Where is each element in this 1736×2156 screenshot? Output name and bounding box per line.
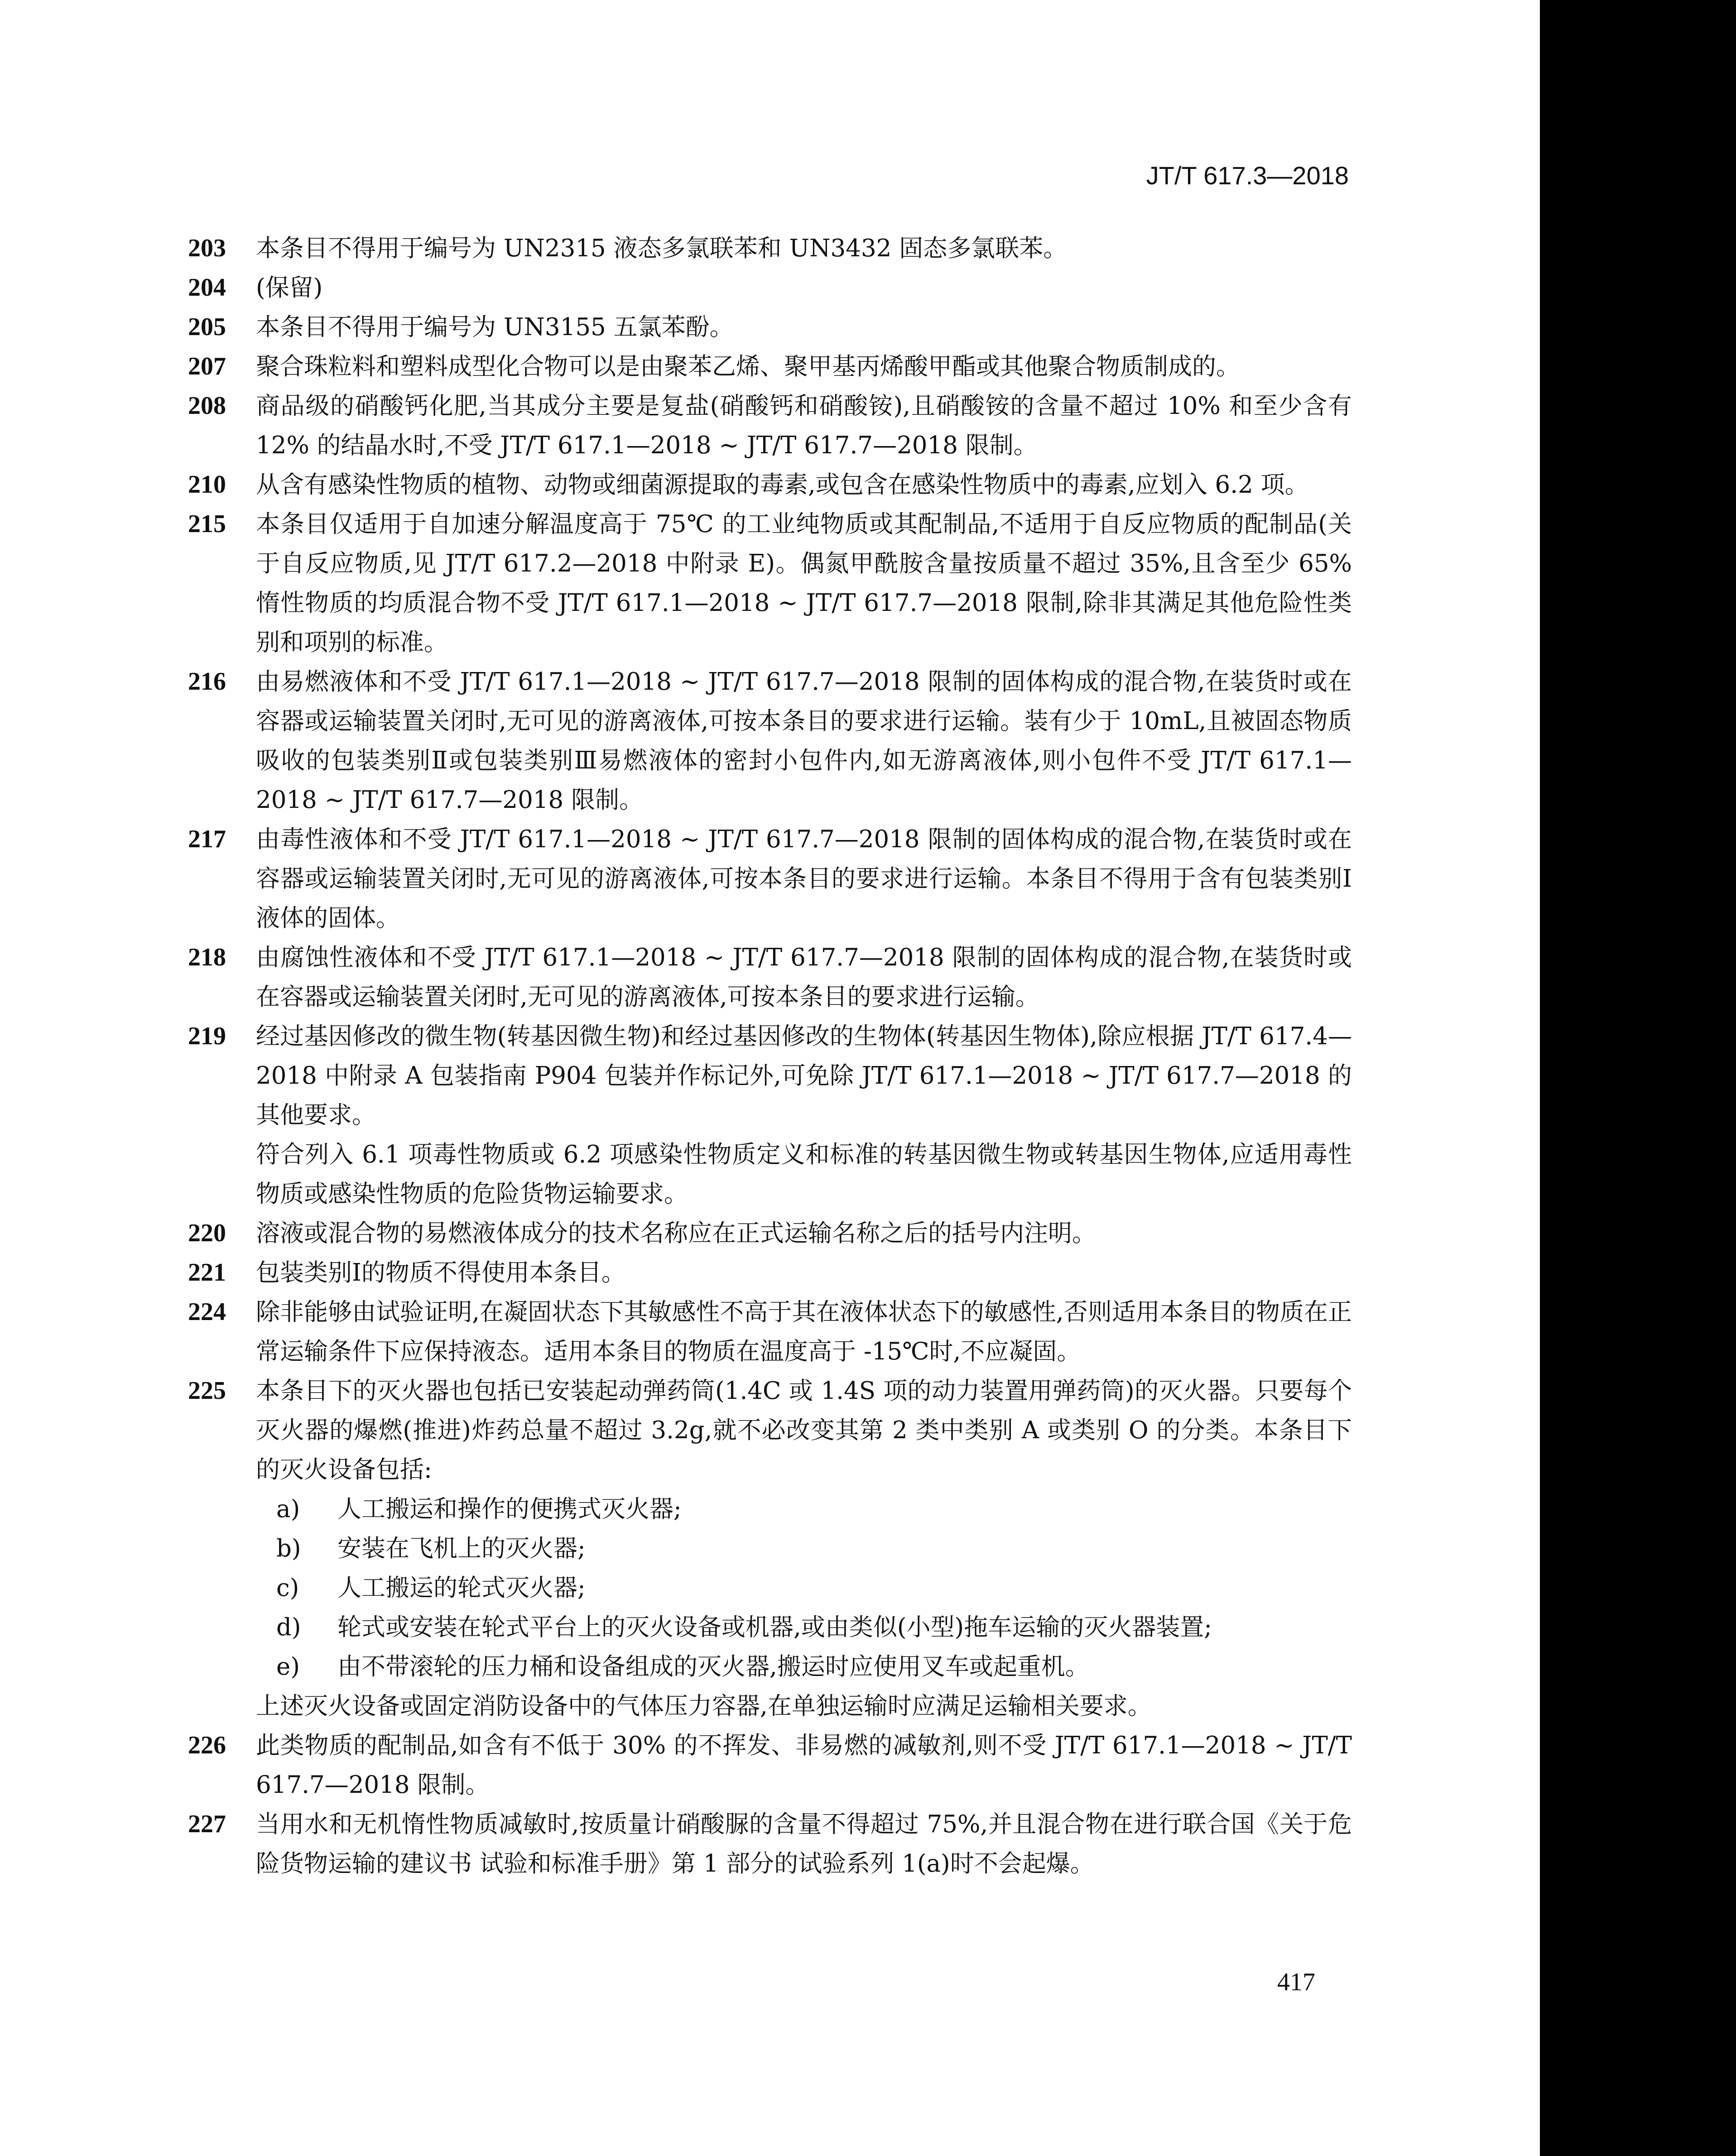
provision-number: 224: [188, 1298, 226, 1326]
provision-note: 符合列入 6.1 项毒性物质或 6.2 项感染性物质定义和标准的转基因微生物或转基因生物体,应适用毒性物质或感染性物质的危险货物运输要求。: [256, 1141, 1352, 1208]
provision-number: 217: [188, 825, 226, 853]
provision-entry: [188, 465, 1352, 504]
list-item: [256, 1647, 1352, 1686]
provision-text: 从含有感染性物质的植物、动物或细菌源提取的毒素,或包含在感染性物质中的毒素,应划入 6.2 项。: [256, 471, 1309, 499]
list-item: [256, 1489, 1352, 1529]
provision-text: 聚合珠粒料和塑料成型化合物可以是由聚苯乙烯、聚甲基丙烯酸甲酯或其他聚合物质制成的。: [256, 353, 1240, 380]
provision-text: 此类物质的配制品,如含有不低于 30% 的不挥发、非易燃的减敏剂,则不受 JT/T 617.1—2018 ~ JT/T 617.7—2018 限制。: [256, 1732, 1352, 1799]
standard-code: JT/T 617.3—2018: [1146, 161, 1349, 190]
provision-entry: [188, 1726, 1352, 1805]
provision-number: 210: [188, 471, 226, 499]
list-item: [256, 1529, 1352, 1568]
provision-number: 207: [188, 352, 226, 380]
provision-number: 203: [188, 234, 226, 262]
list-item-text: 安装在飞机上的灭火器;: [337, 1535, 586, 1562]
provision-entry: [188, 938, 1352, 1017]
list-item-label: c): [276, 1574, 299, 1602]
provision-number: 219: [188, 1022, 226, 1050]
provision-text: 本条目仅适用于自加速分解温度高于 75℃ 的工业纯物质或其配制品,不适用于自反应物质的配制品(关于自反应物质,见 JT/T 617.2—2018 中附录 E)。偶氮甲酰胺含量按质量不超过 35%,且含至少 65% 惰性物质的均质混合物不受 JT/T 617.1—2018 ~ JT/T 617.7—2018 限制,除非其满足其他危险性类别和项别的标准。: [256, 510, 1352, 656]
provision-number: 227: [188, 1810, 226, 1838]
provision-entry: [188, 1253, 1352, 1292]
provision-text: 由毒性液体和不受 JT/T 617.1—2018 ~ JT/T 617.7—2018 限制的固体构成的混合物,在装货时或在容器或运输装置关闭时,无可见的游离液体,可按本条目的要求进行运输。本条目不得用于含有包装类别Ⅰ液体的固体。: [256, 826, 1352, 932]
provisions-list: [188, 229, 1352, 1883]
provision-entry: [188, 268, 1352, 307]
equipment-list: [256, 1489, 1352, 1686]
provision-text: 本条目不得用于编号为 UN3155 五氯苯酚。: [256, 313, 734, 341]
provision-entry: [188, 1214, 1352, 1253]
provision-entry: [188, 229, 1352, 268]
provision-number: 204: [188, 274, 226, 302]
provision-text: 溶液或混合物的易燃液体成分的技术名称应在正式运输名称之后的括号内注明。: [256, 1220, 1096, 1247]
list-item-label: b): [276, 1535, 301, 1562]
list-item-text: 轮式或安装在轮式平台上的灭火设备或机器,或由类似(小型)拖车运输的灭火器装置;: [337, 1613, 1212, 1641]
provision-text: 商品级的硝酸钙化肥,当其成分主要是复盐(硝酸钙和硝酸铵),且硝酸铵的含量不超过 10% 和至少含有 12% 的结晶水时,不受 JT/T 617.1—2018 ~ JT/T 617.7—2018 限制。: [256, 392, 1352, 459]
provision-number: 225: [188, 1377, 226, 1405]
list-item-text: 人工搬运的轮式灭火器;: [337, 1574, 586, 1602]
provision-note: 上述灭火设备或固定消防设备中的气体压力容器,在单独运输时应满足运输相关要求。: [256, 1692, 1152, 1720]
provision-text: 经过基因修改的微生物(转基因微生物)和经过基因修改的生物体(转基因生物体),除应根据 JT/T 617.4—2018 中附录 A 包装指南 P904 包装并作标记外,可免除 JT/T 617.1—2018 ~ JT/T 617.7—2018 的其他要求。: [256, 1023, 1352, 1129]
provision-number: 218: [188, 943, 226, 971]
provision-number: 220: [188, 1219, 226, 1247]
page-number: 417: [1277, 1968, 1315, 1996]
list-item-label: d): [276, 1613, 301, 1641]
provision-entry: [188, 820, 1352, 938]
provision-number: 221: [188, 1258, 226, 1287]
provision-entry: [188, 1805, 1352, 1883]
provision-entry: [188, 386, 1352, 465]
scan-border: [1540, 0, 1736, 2156]
provision-entry: [188, 1371, 1352, 1726]
provision-number: 205: [188, 313, 226, 341]
provision-entry: [188, 347, 1352, 386]
provision-text: (保留): [256, 274, 323, 302]
provision-text: 本条目不得用于编号为 UN2315 液态多氯联苯和 UN3432 固态多氯联苯。: [256, 235, 1068, 262]
provision-entry: [188, 662, 1352, 820]
provision-text: 由易燃液体和不受 JT/T 617.1—2018 ~ JT/T 617.7—2018 限制的固体构成的混合物,在装货时或在容器或运输装置关闭时,无可见的游离液体,可按本条目的要求进行运输。装有少于 10mL,且被固态物质吸收的包装类别Ⅱ或包装类别Ⅲ易燃液体的密封小包件内,如无游离液体,则小包件不受 JT/T 617.1—2018 ~ JT/T 617.7—2018 限制。: [256, 668, 1352, 814]
provision-number: 215: [188, 510, 226, 538]
provision-number: 226: [188, 1731, 226, 1759]
list-item-text: 由不带滚轮的压力桶和设备组成的灭火器,搬运时应使用叉车或起重机。: [337, 1653, 1089, 1681]
provision-number: 216: [188, 667, 226, 696]
provision-entry: [188, 307, 1352, 347]
list-item-label: a): [276, 1495, 300, 1523]
list-item-text: 人工搬运和操作的便携式灭火器;: [337, 1495, 682, 1523]
provision-text: 包装类别Ⅰ的物质不得使用本条目。: [256, 1259, 625, 1287]
list-item: [256, 1608, 1352, 1647]
provision-text: 由腐蚀性液体和不受 JT/T 617.1—2018 ~ JT/T 617.7—2018 限制的固体构成的混合物,在装货时或在容器或运输装置关闭时,无可见的游离液体,可按本条目的要求进行运输。: [256, 944, 1352, 1011]
provision-entry: [188, 504, 1352, 662]
provision-number: 208: [188, 392, 226, 420]
provision-entry: [188, 1017, 1352, 1214]
provision-text: 本条目下的灭火器也包括已安装起动弹药筒(1.4C 或 1.4S 项的动力装置用弹药筒)的灭火器。只要每个灭火器的爆燃(推进)炸药总量不超过 3.2g,就不必改变其第 2 类中类别 A 或类别 O 的分类。本条目下的灭火设备包括:: [256, 1377, 1352, 1484]
provision-entry: [188, 1292, 1352, 1371]
list-item: [256, 1568, 1352, 1608]
provision-text: 当用水和无机惰性物质减敏时,按质量计硝酸脲的含量不得超过 75%,并且混合物在进行联合国《关于危险货物运输的建议书 试验和标准手册》第 1 部分的试验系列 1(a)时不会起爆。: [256, 1810, 1352, 1877]
list-item-label: e): [276, 1653, 300, 1681]
provision-text: 除非能够由试验证明,在凝固状态下其敏感性不高于其在液体状态下的敏感性,否则适用本条目的物质在正常运输条件下应保持液态。适用本条目的物质在温度高于 -15℃时,不应凝固。: [256, 1298, 1352, 1365]
